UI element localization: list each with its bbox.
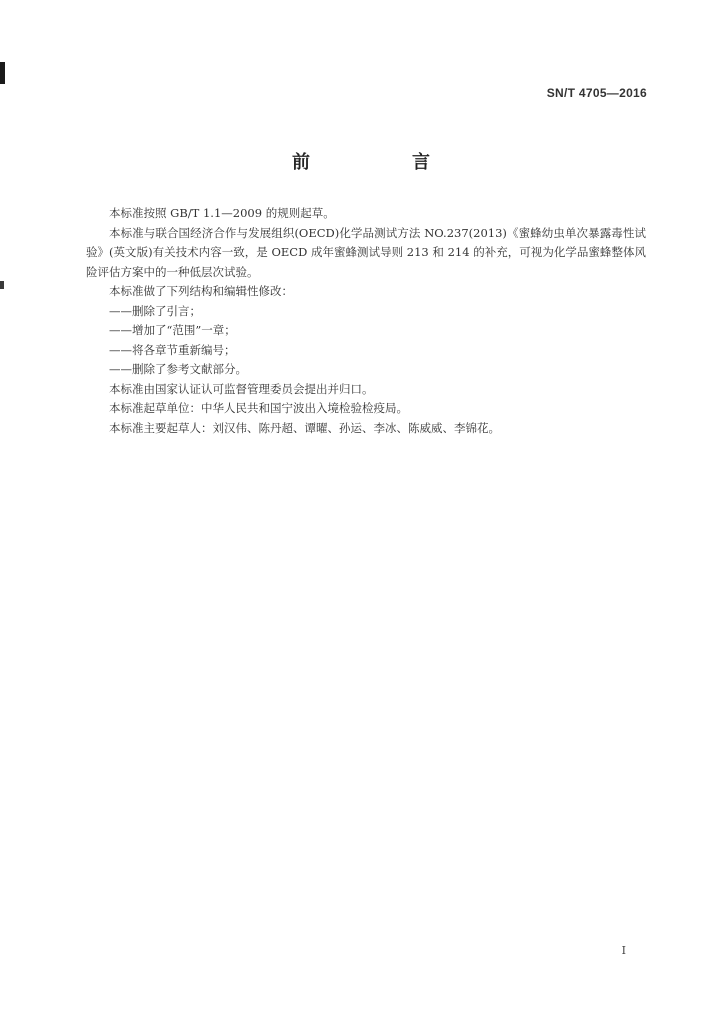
standard-code: SN/T 4705—2016 [546,86,647,100]
paragraph-drafting-rules: 本标准按照 GB/T 1.1—2009 的规则起草。 [109,206,335,220]
paragraph-oecd-equivalence: 本标准与联合国经济合作与发展组织(OECD)化学品测试方法 NO.237(2013)《蜜蜂幼虫单次暴露毒性试验》(英文版)有关技术内容一致，是 OECD 成年蜜蜂测试导则 213 和 214 的补充，可视为化学品蜜蜂整体风险评估方案中的一种低层次试验。 [86,225,646,279]
list-item-modification: ——删除了引言； [109,303,201,318]
foreword-body [86,204,646,438]
paragraph-drafters: 本标准主要起草人：刘汉伟、陈丹超、谭曜、孙运、李冰、陈威威、李锦花。 [109,420,500,435]
paragraph-proposer: 本标准由国家认证认可监督管理委员会提出并归口。 [109,381,374,396]
list-item-modification: ——增加了“范围”一章； [109,323,236,337]
paragraph-drafting-unit: 本标准起草单位：中华人民共和国宁波出入境检验检疫局。 [109,401,408,415]
list-item-modification: ——将各章节重新编号； [109,342,236,357]
paragraph-modifications-intro: 本标准做了下列结构和编辑性修改： [109,284,293,298]
scan-edge-mark [0,281,4,289]
page-title: 前 言 [292,152,472,173]
list-item-modification: ——删除了参考文献部分。 [109,362,247,376]
page-number: I [621,944,626,957]
scan-edge-mark [0,62,5,84]
